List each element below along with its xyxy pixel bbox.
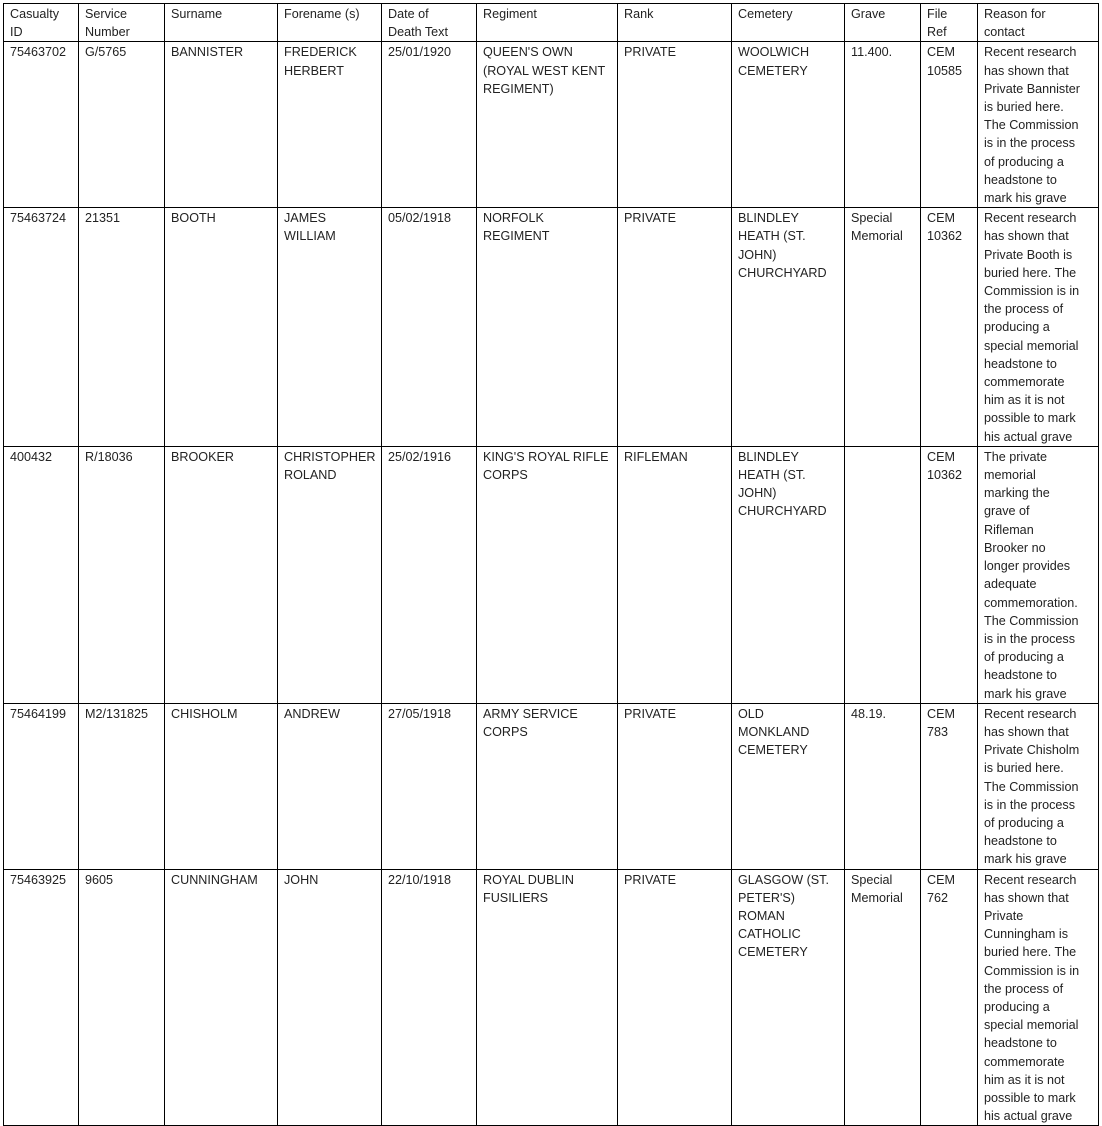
regiment-cell: ROYAL DUBLIN FUSILIERS bbox=[477, 869, 618, 1126]
cemetery-cell: WOOLWICH CEMETERY bbox=[732, 42, 845, 208]
column-header-rank: Rank bbox=[618, 4, 732, 42]
grave-cell: Special Memorial bbox=[845, 208, 921, 447]
column-header-grave: Grave bbox=[845, 4, 921, 42]
file-ref-cell: CEM 783 bbox=[921, 703, 978, 869]
column-header-forename: Forename (s) bbox=[278, 4, 382, 42]
table-row bbox=[4, 703, 1099, 869]
casualty-id-cell: 75463724 bbox=[4, 208, 79, 447]
rank-cell: PRIVATE bbox=[618, 869, 732, 1126]
forename-cell: ANDREW bbox=[278, 703, 382, 869]
reason-for-contact-cell: Recent research has shown that Private Chisholm is buried here. The Commission is in the process of producing a headstone to mark his grave bbox=[978, 703, 1099, 869]
reason-for-contact-cell: Recent research has shown that Private Cunningham is buried here. The Commission is in the process of producing a special memorial headstone to commemorate him as it is not possible to mark his actual grave bbox=[978, 869, 1099, 1126]
grave-cell: 11.400. bbox=[845, 42, 921, 208]
casualty-table bbox=[3, 3, 1099, 1126]
service-number-cell: 21351 bbox=[79, 208, 165, 447]
surname-cell: BROOKER bbox=[165, 446, 278, 703]
rank-cell: PRIVATE bbox=[618, 208, 732, 447]
casualty-id-cell: 75463925 bbox=[4, 869, 79, 1126]
forename-cell: FREDERICK HERBERT bbox=[278, 42, 382, 208]
column-header-casualty-id: Casualty ID bbox=[4, 4, 79, 42]
grave-cell: Special Memorial bbox=[845, 869, 921, 1126]
surname-cell: BOOTH bbox=[165, 208, 278, 447]
file-ref-cell: CEM 10362 bbox=[921, 208, 978, 447]
file-ref-cell: CEM 762 bbox=[921, 869, 978, 1126]
date-of-death-cell: 25/01/1920 bbox=[382, 42, 477, 208]
surname-cell: BANNISTER bbox=[165, 42, 278, 208]
casualty-id-cell: 75463702 bbox=[4, 42, 79, 208]
casualty-id-cell: 400432 bbox=[4, 446, 79, 703]
surname-cell: CHISHOLM bbox=[165, 703, 278, 869]
table-row bbox=[4, 42, 1099, 208]
rank-cell: PRIVATE bbox=[618, 42, 732, 208]
regiment-cell: QUEEN'S OWN (ROYAL WEST KENT REGIMENT) bbox=[477, 42, 618, 208]
service-number-cell: R/18036 bbox=[79, 446, 165, 703]
file-ref-cell: CEM 10362 bbox=[921, 446, 978, 703]
cemetery-cell: BLINDLEY HEATH (ST. JOHN) CHURCHYARD bbox=[732, 446, 845, 703]
rank-cell: PRIVATE bbox=[618, 703, 732, 869]
column-header-regiment: Regiment bbox=[477, 4, 618, 42]
column-header-reason-for-contact: Reason for contact bbox=[978, 4, 1099, 42]
rank-cell: RIFLEMAN bbox=[618, 446, 732, 703]
file-ref-cell: CEM 10585 bbox=[921, 42, 978, 208]
date-of-death-cell: 27/05/1918 bbox=[382, 703, 477, 869]
forename-cell: CHRISTOPHER ROLAND bbox=[278, 446, 382, 703]
cemetery-cell: BLINDLEY HEATH (ST. JOHN) CHURCHYARD bbox=[732, 208, 845, 447]
surname-cell: CUNNINGHAM bbox=[165, 869, 278, 1126]
column-header-surname: Surname bbox=[165, 4, 278, 42]
date-of-death-cell: 25/02/1916 bbox=[382, 446, 477, 703]
column-header-file-ref: File Ref bbox=[921, 4, 978, 42]
cemetery-cell: OLD MONKLAND CEMETERY bbox=[732, 703, 845, 869]
reason-for-contact-cell: Recent research has shown that Private Booth is buried here. The Commission is in the process of producing a special memorial headstone to commemorate him as it is not possible to mark his actual grave bbox=[978, 208, 1099, 447]
table-row bbox=[4, 208, 1099, 447]
column-header-date-of-death: Date of Death Text bbox=[382, 4, 477, 42]
grave-cell: 48.19. bbox=[845, 703, 921, 869]
column-header-service-number: Service Number bbox=[79, 4, 165, 42]
date-of-death-cell: 05/02/1918 bbox=[382, 208, 477, 447]
casualty-id-cell: 75464199 bbox=[4, 703, 79, 869]
column-header-cemetery: Cemetery bbox=[732, 4, 845, 42]
reason-for-contact-cell: Recent research has shown that Private Bannister is buried here. The Commission is in the process of producing a headstone to mark his grave bbox=[978, 42, 1099, 208]
service-number-cell: 9605 bbox=[79, 869, 165, 1126]
regiment-cell: NORFOLK REGIMENT bbox=[477, 208, 618, 447]
table-row bbox=[4, 446, 1099, 703]
regiment-cell: KING'S ROYAL RIFLE CORPS bbox=[477, 446, 618, 703]
service-number-cell: M2/131825 bbox=[79, 703, 165, 869]
grave-cell bbox=[845, 446, 921, 703]
forename-cell: JOHN bbox=[278, 869, 382, 1126]
regiment-cell: ARMY SERVICE CORPS bbox=[477, 703, 618, 869]
service-number-cell: G/5765 bbox=[79, 42, 165, 208]
cemetery-cell: GLASGOW (ST. PETER'S) ROMAN CATHOLIC CEMETERY bbox=[732, 869, 845, 1126]
forename-cell: JAMES WILLIAM bbox=[278, 208, 382, 447]
header-row bbox=[4, 4, 1099, 42]
date-of-death-cell: 22/10/1918 bbox=[382, 869, 477, 1126]
table-row bbox=[4, 869, 1099, 1126]
reason-for-contact-cell: The private memorial marking the grave of Rifleman Brooker no longer provides adequate commemoration. The Commission is in the process of producing a headstone to mark his grave bbox=[978, 446, 1099, 703]
